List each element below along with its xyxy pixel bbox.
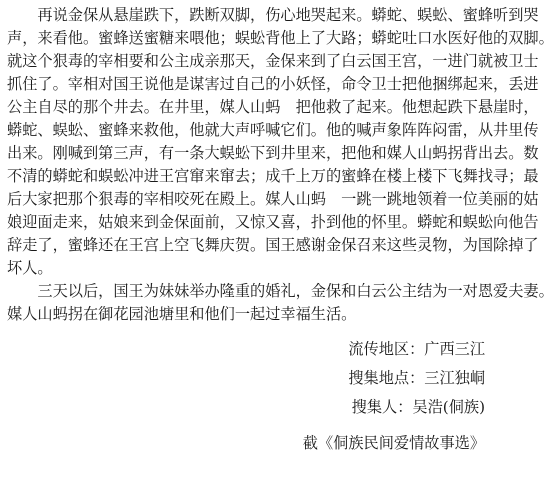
paragraph-2-line-2: 媒人山蚂拐在御花园池塘里和他们一起过幸福生活。 xyxy=(7,305,357,323)
paragraph-1-line-7: 出来。刚喊到第三声，有一条大蜈蚣下到井里来，把他和媒人山蚂拐背出去。数 xyxy=(7,144,539,162)
paragraph-1-line-11: 辞走了，蜜蜂还在王宫上空飞舞庆贺。国王感谢金保召来这些灵物，为国除掉了 xyxy=(7,236,539,254)
source-collector-label: 搜集人： xyxy=(351,398,413,416)
source-excerpt: 截《侗族民间爱情故事选》 xyxy=(302,434,485,452)
paragraph-1-line-3: 就这个狠毒的宰相要和公主成亲那天，金保来到了白云国王宫，一进门就被卫士 xyxy=(7,52,539,70)
source-region-label: 流传地区： xyxy=(348,340,425,358)
paragraph-1-line-2: 声，来看他。蜜蜂送蜜糖来喂他；蜈蚣背他上了大路；蟒蛇吐口水医好他的双脚。 xyxy=(7,29,554,47)
source-region-value: 广西三江 xyxy=(424,340,485,358)
source-region xyxy=(348,338,485,361)
paragraph-1-line-10: 娘迎面走来，姑娘来到金保面前，又惊又喜，扑到他的怀里。蟒蛇和蜈蚣向他告 xyxy=(7,213,539,231)
paragraph-1-line-9: 后大家把那个狠毒的宰相咬死在殿上。媒人山蚂 一跳一跳地领着一位美丽的姑 xyxy=(7,190,539,208)
paragraph-1-line-12: 坏人。 xyxy=(7,259,53,277)
document-page xyxy=(7,4,554,490)
paragraph-1-line-4: 抓住了。宰相对国王说他是谋害过自己的小妖怪，命令卫士把他捆绑起来，丢进 xyxy=(7,75,539,93)
paragraph-1-line-1: 再说金保从悬崖跌下，跌断双脚，伤心地哭起来。蟒蛇、蜈蚣、蜜蜂听到哭 xyxy=(7,6,539,24)
source-collector-value: 吴浩(侗族) xyxy=(412,398,485,416)
source-place xyxy=(348,367,485,390)
source-place-label: 搜集地点： xyxy=(348,369,425,387)
paragraph-2-line-1: 三天以后，国王为妹妹举办隆重的婚礼，金保和白云公主结为一对恩爱夫妻。 xyxy=(7,282,554,300)
paragraph-1-line-6: 蟒蛇、蜈蚣、蜜蜂来救他，他就大声呼喊它们。他的喊声象阵阵闷雷，从井里传 xyxy=(7,121,539,139)
source-place-value: 三江独峒 xyxy=(424,369,485,387)
paragraph-1-line-5: 公主自尽的那个井去。在井里，媒人山蚂 把他救了起来。他想起跌下悬崖时， xyxy=(7,98,539,116)
source-collector xyxy=(352,396,485,419)
paragraph-1-line-8: 不清的蟒蛇和蜈蚣冲进王宫窜来窜去；成千上万的蜜蜂在楼上楼下飞舞找寻；最 xyxy=(7,167,539,185)
